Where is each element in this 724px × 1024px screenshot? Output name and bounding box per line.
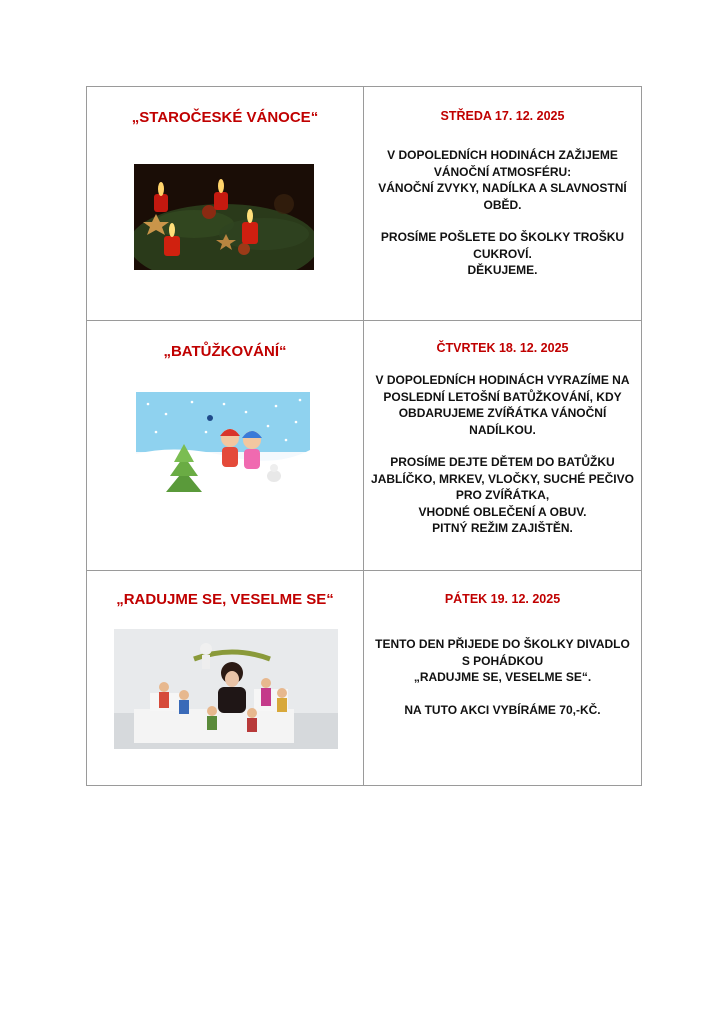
description-line: PITNÝ REŽIM ZAJIŠTĚN.: [432, 521, 573, 535]
description-line: V DOPOLEDNÍCH HODINÁCH ZAŽIJEME: [387, 148, 618, 162]
event-title-cell: [87, 87, 364, 321]
event-date: PÁTEK 19. 12. 2025: [444, 592, 561, 606]
event-row: [87, 571, 642, 786]
description-line: JABLÍČKO, MRKEV, VLOČKY, SUCHÉ PEČIVO: [371, 471, 634, 486]
event-description: [364, 147, 641, 279]
description-line: NADÍLKOU.: [469, 422, 536, 437]
description-line: [364, 686, 641, 702]
event-row: [87, 321, 642, 571]
description-line: [364, 438, 641, 454]
description-line: CUKROVÍ.: [473, 246, 532, 261]
description-line: PROSÍME DEJTE DĚTEM DO BATŮŽKU: [390, 455, 615, 469]
advent-candles-photo: [134, 164, 314, 270]
description-line: OBĚD.: [483, 197, 522, 212]
event-detail-cell: [364, 87, 642, 321]
event-detail-cell: [364, 321, 642, 571]
description-line: NA TUTO AKCI VYBÍRÁME 70,-KČ.: [404, 702, 601, 717]
event-description: [364, 372, 641, 537]
description-line: PRO ZVÍŘÁTKA,: [455, 488, 550, 502]
event-title-cell: [87, 571, 364, 786]
description-line: V DOPOLEDNÍCH HODINÁCH VYRAZÍME NA: [375, 373, 630, 387]
event-title-cell: [87, 321, 364, 571]
description-line: PROSÍME POŠLETE DO ŠKOLKY TROŠKU: [380, 230, 625, 244]
description-line: „RADUJME SE, VESELME SE“.: [413, 670, 592, 684]
description-line: VÁNOČNÍ ZVYKY, NADÍLKA A SLAVNOSTNÍ: [378, 181, 627, 195]
winter-children-illustration: [136, 392, 310, 496]
event-detail-cell: [364, 571, 642, 786]
description-line: S POHÁDKOU: [461, 653, 544, 668]
description-line: VHODNÉ OBLEČENÍ A OBUV.: [418, 504, 587, 519]
event-date: ČTVRTEK 18. 12. 2025: [436, 341, 569, 355]
event-description: [364, 636, 641, 718]
event-title: „RADUJME SE, VESELME SE“: [116, 591, 334, 608]
puppet-theatre-photo: [114, 629, 338, 749]
description-line: OBDARUJEME ZVÍŘÁTKA VÁNOČNÍ: [398, 406, 607, 420]
description-line: POSLEDNÍ LETOŠNÍ BATŮŽKOVÁNÍ, KDY: [383, 389, 622, 404]
event-title: „STAROČESKÉ VÁNOCE“: [131, 109, 319, 126]
description-line: DĚKUJEME.: [467, 263, 538, 277]
description-line: [364, 213, 641, 229]
event-row: [87, 87, 642, 321]
event-date: STŘEDA 17. 12. 2025: [440, 109, 565, 123]
description-line: TENTO DEN PŘIJEDE DO ŠKOLKY DIVADLO: [375, 637, 630, 651]
event-title: „BATŮŽKOVÁNÍ“: [163, 343, 287, 360]
description-line: VÁNOČNÍ ATMOSFÉRU:: [433, 164, 572, 179]
schedule-table: [86, 86, 642, 786]
